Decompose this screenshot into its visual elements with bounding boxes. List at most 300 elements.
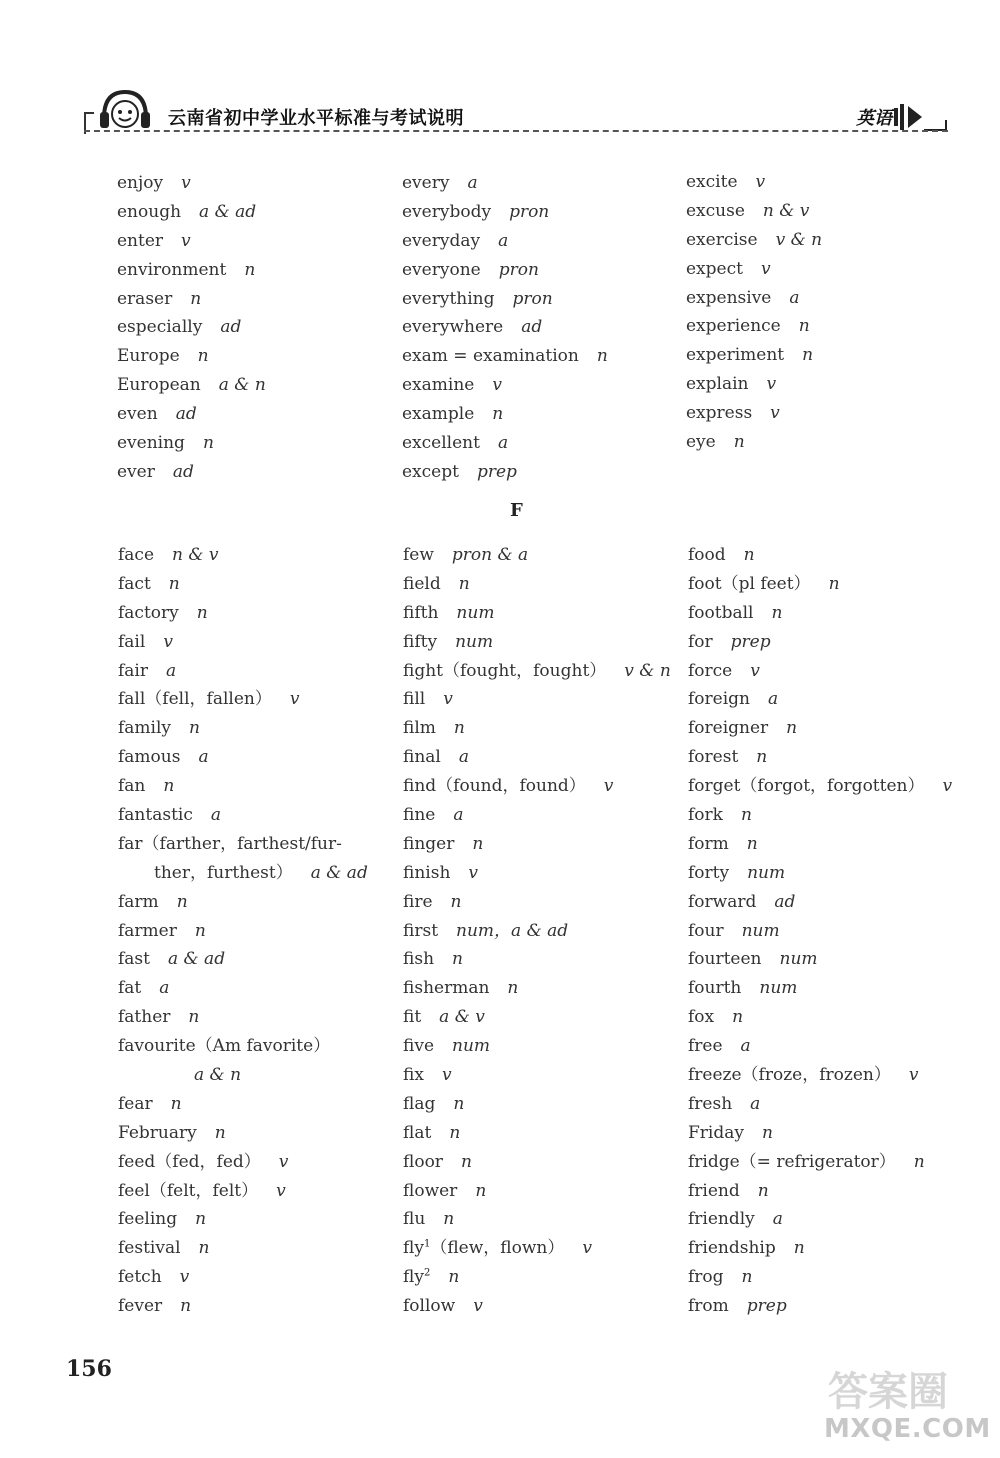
vocab-entry [118, 743, 368, 772]
part-of-speech: n [786, 718, 798, 739]
vocab-entry [403, 1090, 671, 1119]
vocab-word: free [688, 1036, 723, 1057]
part-of-speech: n [449, 1122, 461, 1143]
part-of-speech: a [166, 660, 177, 681]
part-of-speech: n [189, 718, 200, 739]
vocab-word: experiment [686, 345, 785, 366]
vocab-word: evening [117, 433, 185, 454]
vocab-word: festival [118, 1238, 181, 1259]
part-of-speech: ad [172, 461, 194, 482]
part-of-speech: n & v [172, 545, 219, 565]
vocab-word: except [402, 461, 459, 482]
vocab-word: fridge（= refrigerator） [688, 1151, 896, 1172]
e-words-column-1 [117, 169, 266, 487]
vocab-entry [688, 1148, 952, 1177]
part-of-speech: n [492, 404, 504, 425]
vocab-entry [403, 541, 671, 570]
vocab-word: everywhere [402, 317, 504, 338]
vocab-word: fact [118, 573, 151, 594]
part-of-speech: a & n [218, 375, 266, 396]
vocab-entry [688, 1177, 952, 1206]
speaker-icon [892, 100, 948, 134]
part-of-speech: n [194, 920, 206, 941]
part-of-speech: a [159, 978, 170, 999]
part-of-speech: ad [175, 404, 197, 425]
vocab-entry [118, 570, 368, 599]
vocab-word: forget（forgot，forgotten） [688, 776, 925, 797]
vocab-word: four [688, 920, 724, 941]
vocab-entry [688, 1205, 952, 1234]
vocab-word: fifth [403, 602, 439, 623]
vocab-entry [686, 370, 822, 399]
part-of-speech: v [908, 1065, 919, 1086]
vocab-entry [117, 227, 266, 256]
vocab-word: everyday [402, 230, 481, 251]
part-of-speech: pron [498, 259, 539, 280]
vocab-word: fever [118, 1296, 163, 1317]
vocab-entry [403, 1292, 671, 1321]
part-of-speech: v [276, 1180, 286, 1201]
vocab-word: fine [403, 805, 436, 826]
part-of-speech: a [789, 287, 800, 308]
vocab-entry [686, 428, 822, 457]
vocab-word: flower [403, 1180, 458, 1201]
part-of-speech: pron [512, 288, 553, 309]
vocab-word: frog [688, 1267, 724, 1288]
vocab-word: farmer [118, 920, 177, 941]
vocab-entry [688, 1263, 952, 1292]
vocab-entry [118, 830, 368, 859]
part-of-speech: prep [730, 631, 771, 652]
vocab-word: Europe [117, 346, 180, 367]
part-of-speech: n [448, 1267, 460, 1288]
part-of-speech: num [741, 920, 780, 941]
vocab-word: foot（pl feet） [688, 573, 811, 594]
vocab-entry [688, 917, 952, 946]
part-of-speech: v [755, 172, 766, 192]
vocab-word: from [688, 1296, 729, 1317]
vocab-word: especially [117, 317, 203, 338]
vocab-word: eye [686, 432, 716, 453]
vocab-entry [118, 1148, 368, 1177]
part-of-speech: num，a & ad [456, 920, 569, 941]
vocab-word: feeling [118, 1209, 178, 1230]
vocab-word: Friday [688, 1122, 744, 1143]
vocab-entry [402, 342, 608, 371]
vocab-entry [403, 1061, 671, 1090]
part-of-speech: num [759, 978, 798, 999]
vocab-word: February [118, 1122, 197, 1143]
part-of-speech: v [750, 660, 760, 681]
part-of-speech: n [756, 747, 768, 768]
vocab-word: field [403, 573, 441, 594]
part-of-speech: n [443, 1209, 455, 1230]
part-of-speech: a [198, 747, 209, 768]
vocab-entry [118, 1061, 368, 1090]
part-of-speech: a [750, 1093, 761, 1114]
part-of-speech: n [743, 545, 755, 565]
vocab-entry [117, 371, 266, 400]
vocab-entry [686, 399, 822, 428]
part-of-speech: a [210, 805, 221, 826]
part-of-speech: n [196, 602, 208, 623]
vocab-entry [688, 974, 952, 1003]
vocab-entry [118, 1090, 368, 1119]
vocab-word: family [118, 718, 172, 739]
part-of-speech: n [453, 718, 465, 739]
vocab-entry [688, 714, 952, 743]
part-of-speech: v [441, 1065, 452, 1086]
part-of-speech: n [197, 346, 209, 367]
vocab-word: fit [403, 1007, 422, 1028]
vocab-word: fat [118, 978, 142, 999]
vocab-word: enter [117, 230, 164, 251]
vocab-word: everybody [402, 201, 492, 222]
part-of-speech: n [746, 833, 758, 854]
part-of-speech: ad [521, 317, 543, 338]
vocab-word: fresh [688, 1093, 733, 1114]
part-of-speech: ad [774, 891, 796, 912]
vocab-entry [688, 1003, 952, 1032]
vocab-word: first [403, 920, 439, 941]
vocab-word: examine [402, 375, 475, 396]
vocab-word: flu [403, 1209, 426, 1230]
vocab-word: fly [403, 1267, 424, 1288]
vocab-word: fair [118, 660, 148, 681]
vocab-entry [403, 1234, 671, 1263]
vocab-word: for [688, 631, 713, 652]
section-heading-f: F [510, 500, 523, 521]
vocab-entry [118, 628, 368, 657]
part-of-speech: n [180, 1296, 192, 1317]
vocab-entry [403, 945, 671, 974]
sense-number: 2 [423, 1267, 431, 1279]
vocab-entry [118, 801, 368, 830]
vocab-entry [403, 917, 671, 946]
part-of-speech: a [498, 230, 509, 251]
vocab-entry [403, 772, 671, 801]
part-of-speech: n [771, 602, 783, 623]
vocab-entry [403, 628, 671, 657]
part-of-speech: a [740, 1036, 751, 1057]
vocab-entry [403, 859, 671, 888]
vocab-entry [117, 285, 266, 314]
vocab-word: floor [403, 1151, 443, 1172]
part-of-speech: n [452, 949, 463, 970]
vocab-word: fourth [688, 978, 742, 999]
vocab-entry [688, 541, 952, 570]
subject-label: 英语 [856, 108, 892, 129]
part-of-speech: n [733, 432, 745, 453]
vocab-entry [402, 285, 608, 314]
vocab-entry [118, 917, 368, 946]
vocab-word: environment [117, 259, 227, 280]
vocab-entry [118, 1263, 368, 1292]
vocab-word: finger [403, 833, 455, 854]
vocab-entry [688, 1061, 952, 1090]
vocab-entry [403, 1263, 671, 1292]
vocab-entry [117, 198, 266, 227]
vocab-entry [688, 599, 952, 628]
part-of-speech: num [455, 631, 494, 652]
vocab-entry [402, 256, 608, 285]
part-of-speech: n [214, 1122, 226, 1143]
part-of-speech: n [190, 288, 202, 309]
vocab-word: freeze（froze，frozen） [688, 1065, 891, 1086]
vocab-word: everyone [402, 259, 481, 280]
part-of-speech: n [198, 1238, 210, 1259]
vocab-entry [402, 313, 608, 342]
vocab-entry [688, 945, 952, 974]
vocab-entry [117, 458, 266, 487]
vocab-entry [686, 197, 822, 226]
header-divider [84, 130, 948, 132]
vocab-word: feed（fed，fed） [118, 1151, 261, 1172]
part-of-speech: ad [220, 317, 242, 338]
vocab-entry [688, 1234, 952, 1263]
vocab-entry [403, 1032, 671, 1061]
vocab-word: exam = examination [402, 346, 579, 367]
vocab-entry [118, 1003, 368, 1032]
vocab-word: fifty [403, 631, 438, 652]
vocab-word: everything [402, 288, 495, 309]
vocab-word: finish [403, 862, 451, 883]
vocab-entry [117, 256, 266, 285]
vocab-entry [117, 342, 266, 371]
vocab-word: expensive [686, 287, 772, 308]
vocab-entry [402, 169, 608, 198]
vocab-entry [403, 888, 671, 917]
vocab-word: express [686, 403, 753, 424]
vocab-word: explain [686, 374, 749, 395]
vocab-word: farm [118, 891, 159, 912]
part-of-speech: n [163, 776, 175, 797]
vocab-word: final [403, 747, 441, 768]
part-of-speech: n [761, 1122, 773, 1143]
part-of-speech: n [793, 1238, 805, 1259]
vocab-word: exercise [686, 229, 758, 250]
vocab-word: fix [403, 1065, 424, 1086]
vocab-entry [403, 743, 671, 772]
vocab-word: fire [403, 891, 433, 912]
e-words-column-3 [686, 168, 822, 457]
vocab-word: fantastic [118, 805, 193, 826]
vocab-word: fast [118, 949, 150, 970]
part-of-speech: prep [746, 1296, 787, 1317]
part-of-speech: a [497, 433, 509, 454]
vocab-word: feel（felt，felt） [118, 1180, 259, 1201]
vocab-word: find（found，found） [403, 776, 586, 797]
vocab-entry [118, 599, 368, 628]
part-of-speech: v [181, 173, 191, 193]
part-of-speech: n [596, 346, 608, 367]
vocab-entry [686, 341, 822, 370]
part-of-speech: v [289, 689, 300, 710]
part-of-speech: n [458, 573, 470, 594]
vocab-word: fisherman [403, 978, 490, 999]
part-of-speech: num [452, 1036, 491, 1057]
vocab-word: far（farther，farthest/fur- [118, 833, 342, 854]
vocab-word: forward [688, 891, 757, 912]
part-of-speech: n [176, 891, 188, 912]
part-of-speech: n [475, 1180, 487, 1201]
part-of-speech: n [802, 345, 814, 366]
vocab-word: form [688, 833, 729, 854]
f-words-column-1 [118, 541, 368, 1321]
vocab-word: every [402, 173, 450, 193]
part-of-speech: n [507, 978, 519, 999]
vocab-word: fan [118, 776, 146, 797]
part-of-speech: n [460, 1151, 472, 1172]
vocab-entry [688, 1119, 952, 1148]
part-of-speech: n [741, 1267, 753, 1288]
watermark-url: MXQE.COM [824, 1414, 991, 1444]
part-of-speech: a [458, 747, 470, 768]
part-of-speech: n [170, 1093, 182, 1114]
vocab-entry [118, 714, 368, 743]
vocab-word: enjoy [117, 173, 164, 193]
vocab-word: friendly [688, 1209, 755, 1230]
part-of-speech: pron & a [451, 545, 529, 565]
part-of-speech: n [195, 1209, 207, 1230]
vocab-entry [402, 371, 608, 400]
part-of-speech: n [453, 1093, 465, 1114]
vocab-entry [118, 888, 368, 917]
vocab-entry [403, 714, 671, 743]
vocab-word: fetch [118, 1267, 162, 1288]
vocab-entry [686, 168, 822, 197]
vocab-entry [686, 226, 822, 255]
page-number: 156 [66, 1356, 112, 1382]
vocab-entry [118, 859, 368, 888]
vocab-entry [403, 1148, 671, 1177]
vocab-word: film [403, 718, 436, 739]
vocab-word: food [688, 545, 726, 565]
vocab-entry [117, 313, 266, 342]
vocab-entry [688, 1292, 952, 1321]
vocab-word: few [403, 545, 434, 565]
vocab-entry [118, 1032, 368, 1061]
vocab-word: flat [403, 1122, 432, 1143]
vocab-word: example [402, 404, 475, 425]
vocab-word: fish [403, 949, 435, 970]
part-of-speech: a & ad [310, 862, 368, 883]
vocab-word: friend [688, 1180, 740, 1201]
vocab-entry [688, 1090, 952, 1119]
vocab-word: force [688, 660, 733, 681]
part-of-speech: n [202, 433, 214, 454]
vocab-entry [688, 859, 952, 888]
vocab-word: fail [118, 631, 146, 652]
vocab-word: excellent [402, 433, 480, 454]
part-of-speech: v [492, 375, 502, 396]
vocab-entry [402, 429, 608, 458]
f-words-column-3 [688, 541, 952, 1321]
part-of-speech: a [767, 689, 779, 710]
vocab-entry [117, 400, 266, 429]
vocab-word: fight（fought，fought） [403, 660, 607, 681]
part-of-speech: n [168, 573, 180, 594]
vocab-entry [118, 657, 368, 686]
vocab-forms: （flew，flown） [430, 1238, 565, 1259]
vocab-entry [403, 1205, 671, 1234]
vocab-word: ever [117, 461, 155, 482]
part-of-speech: v [443, 689, 453, 710]
vocab-word: foreigner [688, 718, 769, 739]
vocab-entry [403, 599, 671, 628]
vocab-entry [688, 570, 952, 599]
vocab-entry [402, 458, 608, 487]
part-of-speech: a [453, 805, 464, 826]
part-of-speech: v [278, 1151, 289, 1172]
vocab-entry [118, 1234, 368, 1263]
vocab-word: enough [117, 201, 182, 222]
vocab-word: experience [686, 316, 781, 337]
vocab-entry [118, 1119, 368, 1148]
part-of-speech: v [181, 230, 191, 251]
part-of-speech: v [179, 1267, 190, 1288]
vocab-word: famous [118, 747, 181, 768]
vocab-entry [118, 541, 368, 570]
vocab-word: fourteen [688, 949, 762, 970]
vocab-word: fall（fell，fallen） [118, 689, 272, 710]
page-header [84, 86, 948, 136]
part-of-speech: n [828, 573, 840, 594]
vocab-word: flag [403, 1093, 436, 1114]
vocab-entry [688, 657, 952, 686]
vocab-entry [118, 772, 368, 801]
vocab-word: fly [403, 1238, 424, 1259]
vocab-entry [688, 888, 952, 917]
f-words-column-2 [403, 541, 671, 1321]
vocab-word: excuse [686, 200, 745, 221]
vocab-word: father [118, 1007, 171, 1028]
vocab-word: even [117, 404, 158, 425]
vocab-word: fear [118, 1093, 153, 1114]
vocab-entry [402, 400, 608, 429]
part-of-speech: a [772, 1209, 783, 1230]
vocab-word: face [118, 545, 155, 565]
vocab-word: fill [403, 689, 426, 710]
part-of-speech: n [244, 259, 256, 280]
headphone-logo-icon [98, 88, 152, 132]
vocab-word: ther，furthest） [154, 862, 293, 883]
vocab-word: excite [686, 172, 738, 192]
vocab-entry [688, 685, 952, 714]
vocab-entry [117, 169, 266, 198]
vocab-entry [403, 685, 671, 714]
vocab-word: foreign [688, 689, 750, 710]
part-of-speech: a [467, 173, 478, 193]
vocab-entry [686, 284, 822, 313]
vocab-entry [118, 1205, 368, 1234]
vocab-word: follow [403, 1296, 456, 1317]
sense-number: 1 [423, 1238, 431, 1250]
vocab-word: fox [688, 1007, 715, 1028]
vocab-entry [402, 198, 608, 227]
vocab-entry [688, 772, 952, 801]
vocab-word: five [403, 1036, 435, 1057]
vocab-word: factory [118, 602, 179, 623]
vocab-entry [403, 1119, 671, 1148]
book-title: 云南省初中学业水平标准与考试说明 [168, 108, 464, 129]
vocab-word: friendship [688, 1238, 776, 1259]
part-of-speech: v [582, 1238, 592, 1259]
vocab-word: expect [686, 258, 743, 279]
vocab-entry [688, 801, 952, 830]
part-of-speech: n & v [762, 200, 810, 221]
vocab-word: eraser [117, 288, 173, 309]
